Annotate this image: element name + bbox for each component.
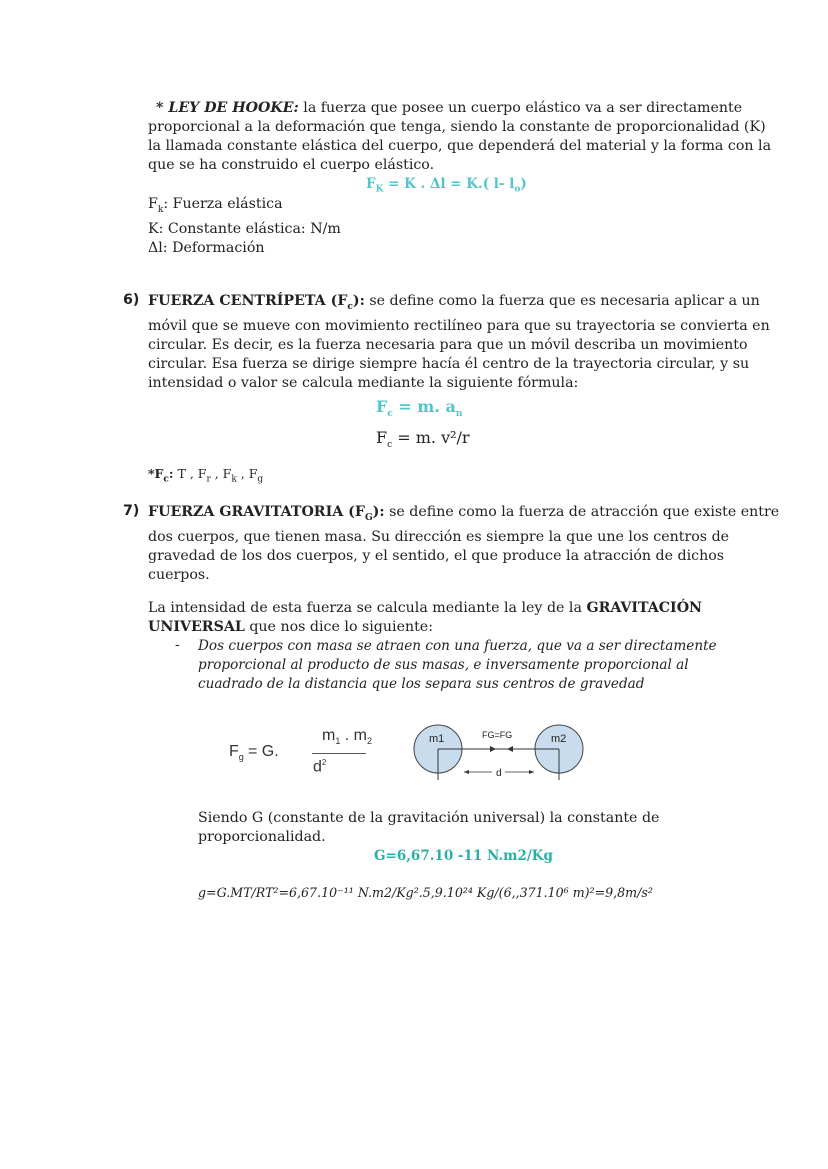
def-fk: $F_k$: Fuerza elástica [148, 196, 283, 215]
centripeta-line-2: móvil que se mueve con movimiento rectilíneo para que su trayectoria se convierta en [148, 317, 770, 334]
hooke-paragraph [148, 99, 771, 175]
fraction-bar [312, 753, 366, 754]
m2-label: m2 [551, 733, 567, 745]
gravitatoria-line-3: gravedad de los dos cuerpos, y el sentido, el que produce la atracción de dichos [148, 547, 725, 564]
centripeta-title: FUERZA CENTRÍPETA $(F_c)$: [148, 293, 365, 312]
centripeta-formula-2: $F_c = m$. v²/r [376, 428, 470, 451]
g-constant: G=6,67.10 -11 N.m2/Kg [374, 848, 553, 864]
gravity-diagram [412, 720, 587, 784]
gravitatoria-title: FUERZA GRAVITATORIA $(F_G)$: [148, 504, 385, 523]
distance-label: d [496, 768, 502, 779]
hooke-line-2: proporcional a la deformación que tenga, siendo la constante de proporcionalidad (K) [148, 119, 766, 135]
gravity-formula: $F_g$ = G. $m_1$ . $m_2$ $d^2$ [229, 727, 373, 776]
bullet-dash: - [175, 637, 180, 653]
def-k: K: Constante elástica: N/m [148, 220, 341, 237]
gravitatoria-line-4: cuerpos. [148, 566, 210, 583]
centripeta-formula-1: $F_c = m$. $a_n$ [376, 397, 463, 420]
gravitatoria-paragraph: FUERZA GRAVITATORIA $(F_G)$: se define como la fuerza de atracción que existe entre dos cuerpos, que tienen masa. Su dirección es siempre la que une los centros de gravedad de los dos cuerpos, y el sentido, el que produce la atracción de dichos cuerpos. [148, 504, 780, 583]
hooke-line-3: la llamada constante elástica del cuerpo, que dependerá del material y la forma con la [148, 138, 772, 154]
siendo-paragraph: Siendo G (constante de la gravitación universal) la constante de proporcionalidad. [198, 810, 660, 845]
bullet-text: Dos cuerpos con masa se atraen con una fuerza, que va a ser directamente proporcional al producto de sus masas, e inversamente proporcional al cuadrado de la distancia que los separa sus centros de gravedad [198, 638, 717, 692]
def-dl: Δl: Deformación [148, 239, 265, 256]
centripeta-note: $*F_c$: T , $F_r$ , $F_k$ , $F_g$ [148, 466, 264, 485]
centripeta-line-4: circular. Esa fuerza se dirige siempre hacía él centro de la trayectoria circular, y su [148, 355, 750, 372]
gravitatoria-line-2: dos cuerpos, que tienen masa. Su dirección es siempre la que une los centros de [148, 528, 730, 545]
hooke-line-4: que se ha construido el cuerpo elástico. [148, 157, 435, 173]
force-label: FG=FG [482, 730, 513, 740]
hooke-definitions [148, 195, 341, 258]
hooke-formula: $F_K = K$ . Δl = K.( l- $l_o$) [366, 176, 527, 195]
centripeta-line-3: circular. Es decir, es la fuerza necesaria para que un móvil describa un movimiento [148, 336, 748, 353]
g-equation: g=G.MT/RT²=6,67.10⁻¹¹ N.m2/Kg².5,9.10²⁴ Kg/(6,,371.10⁶ m)²=9,8m/s² [198, 885, 653, 900]
centripeta-paragraph: FUERZA CENTRÍPETA $(F_c)$: se define como la fuerza que es necesaria aplicar a un móvil que se mueve con movimiento rectilíneo para que su trayectoria se convierta en circular. Es decir, es la fuerza necesaria para que un móvil describa un movimiento circular. Esa fuerza se dirige siempre hacía él centro de la trayectoria circular, y su intensidad o valor se calcula mediante la siguiente fórmula: [148, 293, 770, 391]
section-number-7: 7) [123, 503, 140, 519]
section-number-6: 6) [123, 292, 140, 308]
hooke-title: * LEY DE HOOKE: [156, 100, 299, 116]
hooke-line-1: la fuerza que posee un cuerpo elástico va a ser directamente [298, 100, 743, 116]
centripeta-line-5: intensidad o valor se calcula mediante la siguiente fórmula: [148, 374, 579, 391]
gravitatoria-para2: La intensidad de esta fuerza se calcula mediante la ley de la GRAVITACIÓN UNIVERSAL que nos dice lo siguiente: [148, 600, 703, 635]
m1-label: m1 [429, 733, 445, 745]
